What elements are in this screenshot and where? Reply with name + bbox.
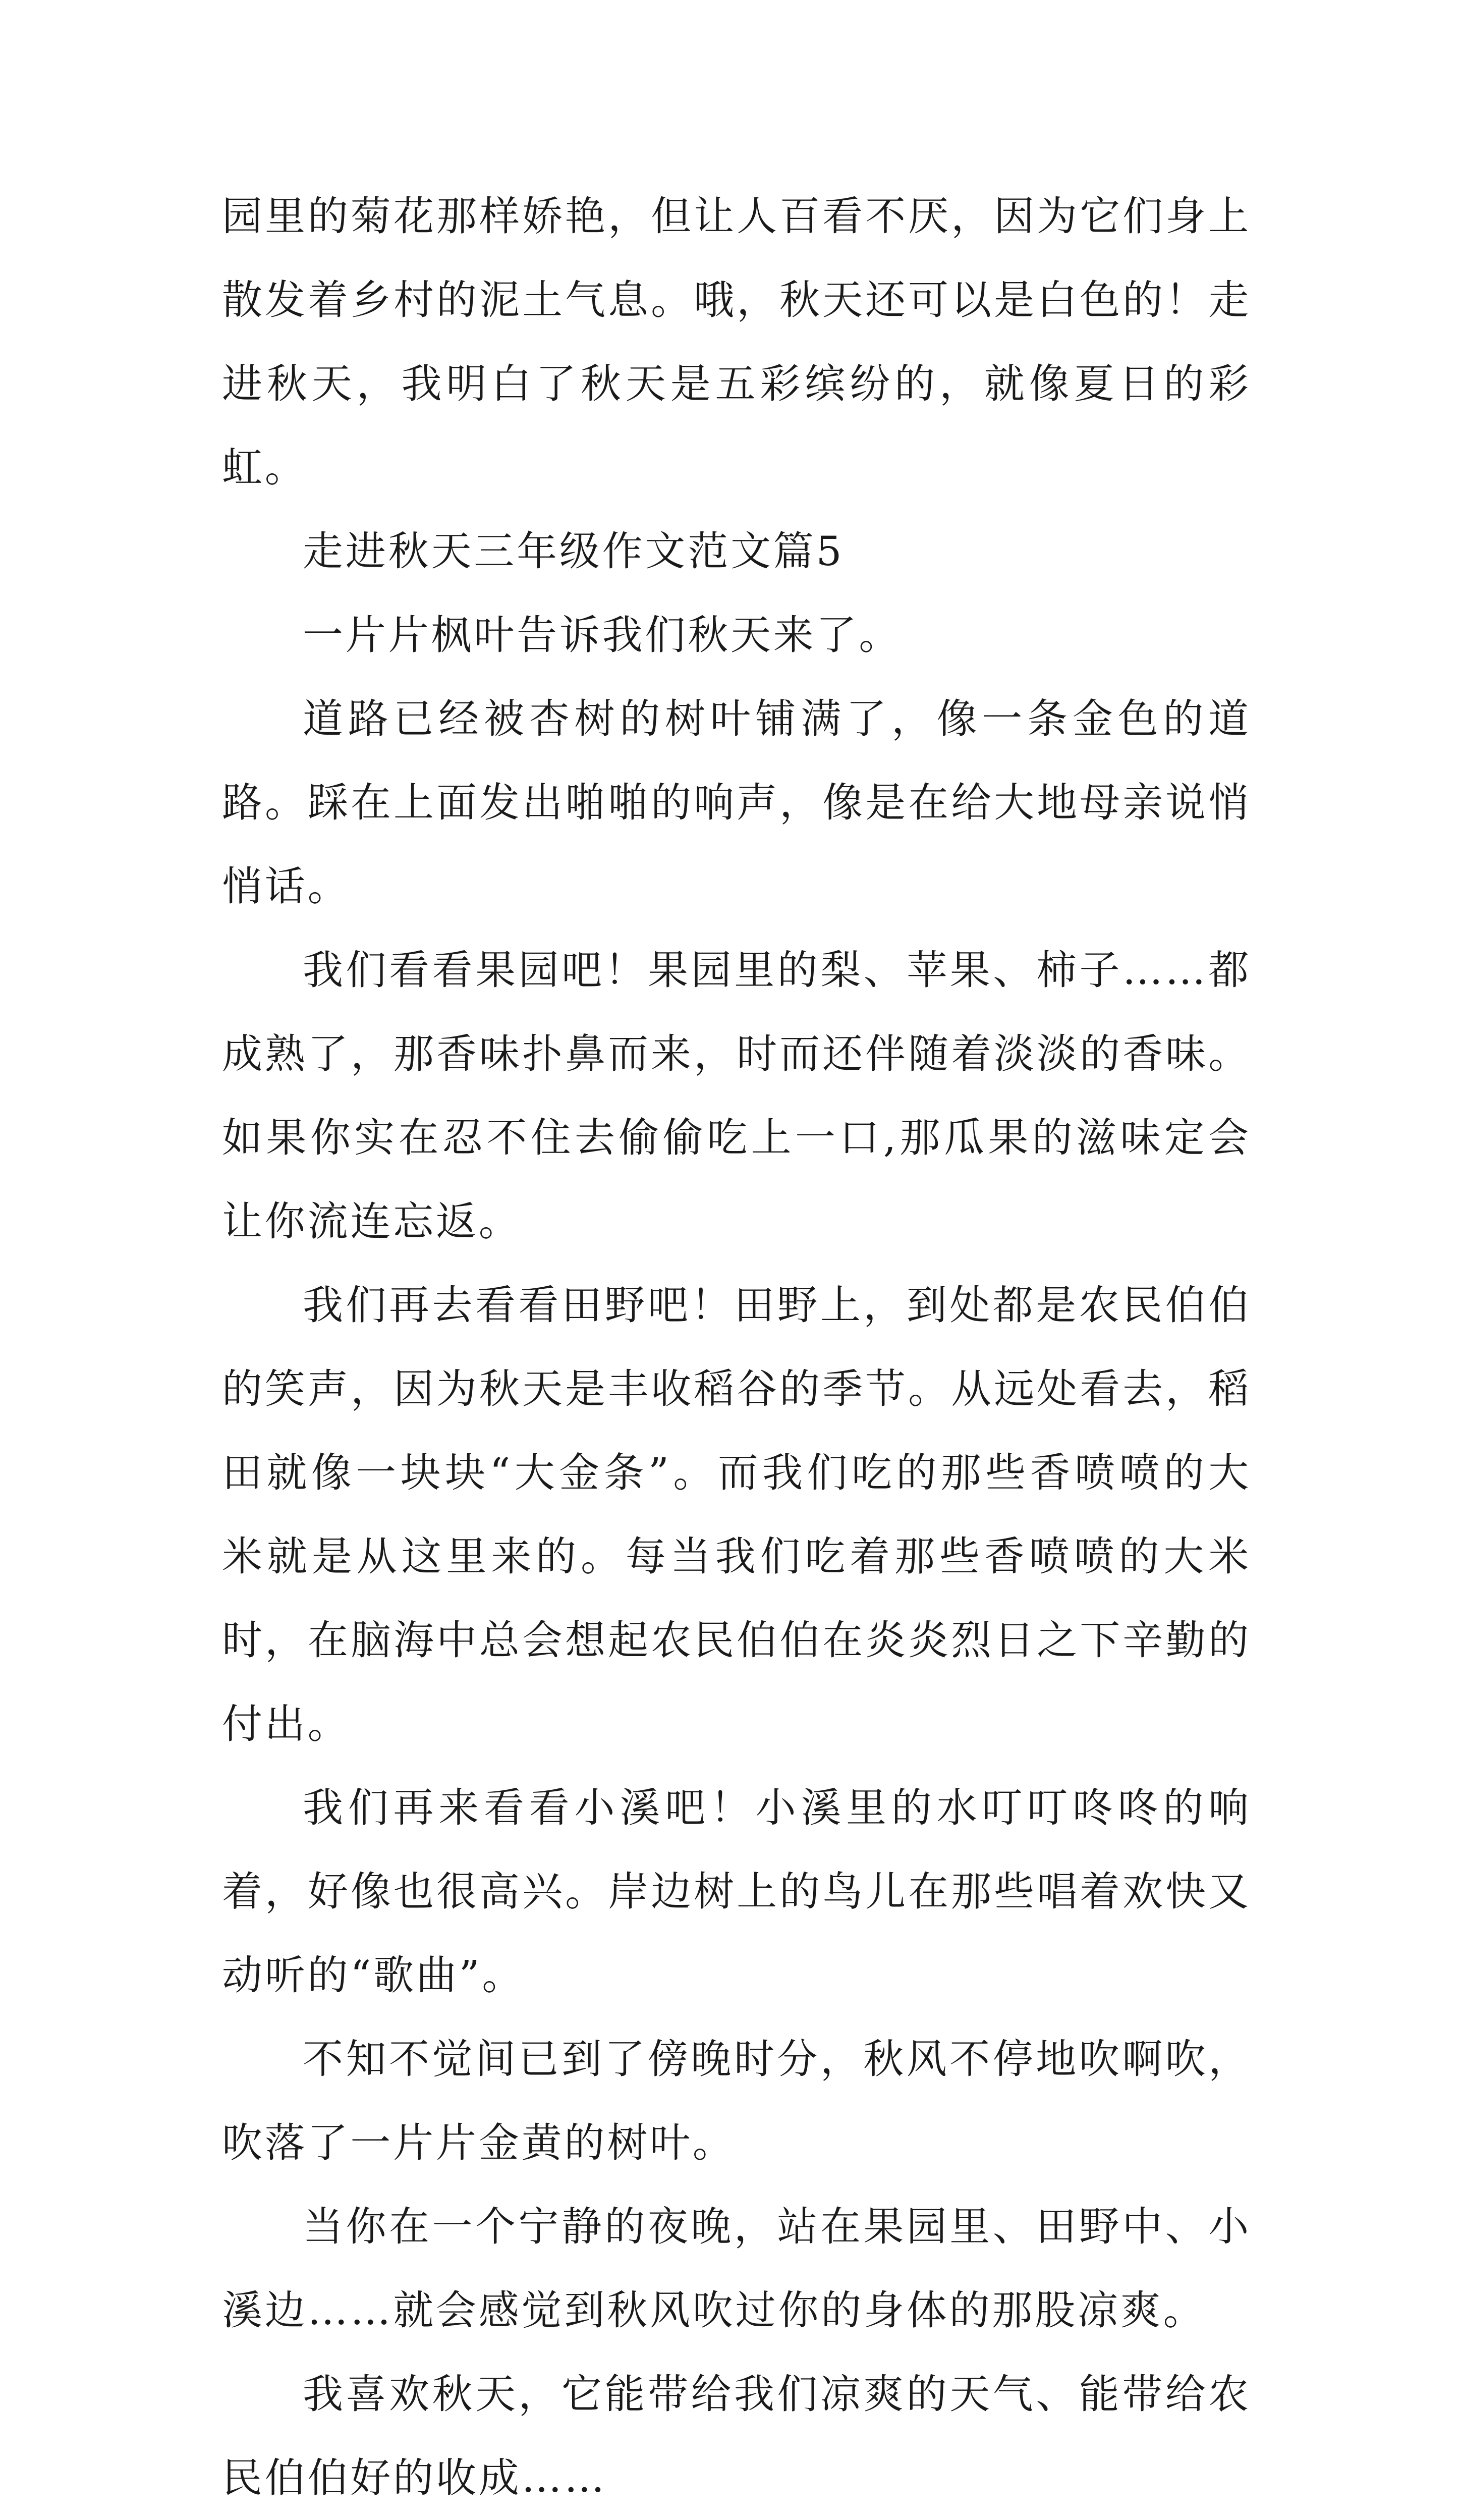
paragraph: 不知不觉间已到了傍晚时分，秋风不停地吹啊吹，吹落了一片片金黄的树叶。 — [222, 2036, 1251, 2166]
paragraph: 道路已经被杏树的树叶铺满了，像一条金色的道路。踩在上面发出啪啪的响声，像是在给大地母亲说悄悄话。 — [222, 695, 1251, 910]
paragraph: 当你在一个宁静的夜晚，站在果园里、田野中、小溪边……就会感觉到秋风吹过你的身体的那股凉爽。 — [222, 2203, 1251, 2334]
document-body — [222, 175, 1251, 2520]
paragraph: 我们再来看看小溪吧！小溪里的水叮叮咚咚的响着，好像也很高兴。岸边树上的鸟儿在那些唱着欢快又动听的“歌曲”。 — [222, 1784, 1251, 1999]
paragraph: 我们看看果园吧！果园里的梨、苹果、柿子……都成熟了，那香味扑鼻而来，时而还伴随着淡淡的香味。如果你实在忍不住去偷偷吃上一口,那瓜果的滋味定会让你流连忘返。 — [222, 947, 1251, 1245]
essay-title: 走进秋天三年级作文范文篇5 — [303, 528, 845, 575]
paragraph: 一片片枫叶告诉我们秋天来了。 — [303, 612, 902, 659]
paragraph: 我喜欢秋天，它能带给我们凉爽的天气、能带给农民伯伯好的收成…… — [222, 2371, 1251, 2501]
paragraph-continuation: 园里的菊花那样娇艳，但让人百看不厌，因为它们身上散发着乡村的泥土气息。哦，秋天还可以是白色的！走进秋天，我明白了秋天是五彩缤纷的，就像夏日的彩虹。 — [222, 193, 1251, 491]
paragraph: 我们再去看看田野吧！田野上，到处都是农民伯伯的笑声，因为秋天是丰收稻谷的季节。从远处看去，稻田就像一块块“大金条”。而我们吃的那些香喷喷的大米就是从这里来的。每当我们吃着那些香喷喷的大米时，在脑海中总会想起农民伯伯在炎炎烈日之下辛勤的付出。 — [222, 1282, 1251, 1747]
